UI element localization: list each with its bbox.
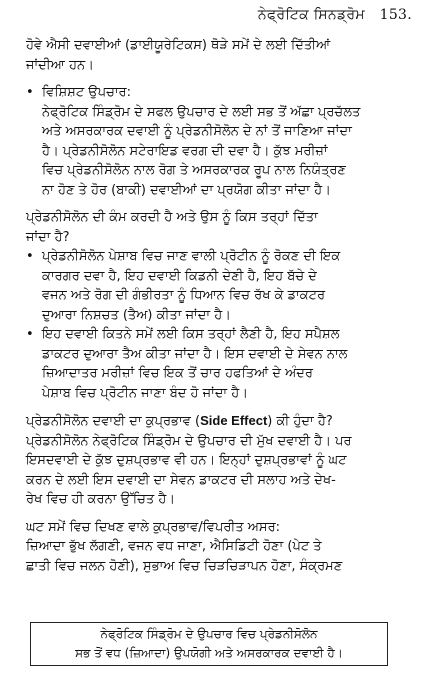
bullet-title: ਵਿਸ਼ਿਸ਼ਟ ਉਪਚਾਰ:	[42, 85, 131, 100]
text-line: ਦੁਆਰਾ ਨਿਸ਼ਚਤ (ਤੈਅ) ਕੀਤਾ ਜਾਂਦਾ ਹੈ।	[42, 307, 231, 323]
text-line: ਪ੍ਰੇਡਨੀਸੋਲੋਨ ਪੇਸ਼ਾਬ ਵਿਚ ਜਾਣ ਵਾਲੀ ਪ੍ਰੋਟੀਨ ਨੂੰ ਰੋਕਣ ਦੀ ਇਕ	[42, 249, 341, 264]
text-line: ਹੈ। ਪ੍ਰੇਡਨੀਸੋਲੋਨ ਸਟੇਰਾਇਡ ਵਰਗ ਦੀ ਦਵਾ ਹੈ। ਕੁੱਝ ਮਰੀਜ਼ਾਂ	[42, 143, 328, 159]
text-line: ਵਜਨ ਅਤੇ ਰੋਗ ਦੀ ਗੰਭੀਰਤਾ ਨੂੰ ਧਿਆਨ ਵਿਚ ਰੱਖ ਕੇ ਡਾਕਟਰ	[42, 288, 326, 303]
bullet-item-duration	[26, 325, 412, 403]
text-line: ਰੇਖ ਵਿਚ ਹੀ ਕਰਨਾ ਉੱਚਿਤ ਹੈ।	[26, 492, 176, 507]
bullet-icon: •	[26, 327, 34, 342]
text-line: ਅਤੇ ਅਸਰਕਾਰਕ ਦਵਾਈ ਨੂੰ ਪ੍ਰੇਡਨੀਸੋਲੋਨ ਦੇ ਨਾਂ ਤੋਂ ਜਾਣਿਆ ਜਾਂਦਾ	[42, 124, 352, 139]
question-text: ਪ੍ਰੇਡਨੀਸੋਲੋਨ ਦਵਾਈ ਦਾ ਕੁਪ੍ਰਭਾਵ (	[26, 414, 201, 429]
text-line: ਪ੍ਰੇਡਨੀਸੋਲੋਨ ਨੇਫ੍ਰੋਟਿਕ ਸਿੰਡ੍ਰੋਮ ਦੇ ਉਪਚਾਰ ਦੀ ਮੁੱਖ ਦਵਾਈ ਹੈ। ਪਰ	[26, 433, 352, 449]
short-term-effects-paragraph	[26, 537, 412, 576]
bullet-paragraph	[42, 247, 412, 325]
text-line: ਡਾਕਟਰ ਦੁਆਰਾ ਤੈਅ ਕੀਤਾ ਜਾਂਦਾ ਹੈ। ਇਸ ਦਵਾਈ ਦੇ ਸੇਵਨ ਨਾਲ	[42, 346, 348, 362]
question-text: ) ਕੀ ਹੁੰਦਾ ਹੈ?	[267, 414, 333, 429]
text-line: ਛਾਤੀ ਵਿਚ ਜਲਨ ਹੋਣੀ), ਸੁਭਾਅ ਵਿਚ ਚਿੜਚਿੜਾਪਨ ਹੋਣਾ, ਸੰਕ੍ਰਮਣ	[26, 558, 343, 574]
callout-box	[30, 622, 388, 666]
question-how-it-works	[26, 208, 412, 247]
text-line: ਜ਼ਿਆਦਾਤਰ ਮਰੀਜ਼ਾਂ ਵਿਚ ਇਕ ਤੋਂ ਚਾਰ ਹਫਤਿਆਂ ਦੇ ਅੰਦਰ	[42, 366, 313, 381]
text-line: ਨੇਫ੍ਰੋਟਿਕ ਸਿੰਡ੍ਰੋਮ ਦੇ ਸਫਲ ਉਪਚਾਰ ਦੇ ਲਈ ਸਭ ਤੋਂ ਅੱਛਾ ਪ੍ਰਚੱਲਤ	[42, 104, 361, 120]
short-term-effects-heading: ਘਟ ਸਮੇਂ ਵਿਚ ਦਿਖਣ ਵਾਲੇ ਕੁਪ੍ਰਭਾਵ/ਵਿਪਰੀਤ ਅਸਰ:	[26, 519, 281, 535]
side-effects-paragraph	[26, 432, 412, 510]
text-line: ਪੇਸ਼ਾਬ ਵਿਚ ਪ੍ਰੋਟੀਨ ਜਾਣਾ ਬੰਦ ਹੋ ਜਾਂਦਾ ਹੈ।	[42, 385, 249, 401]
callout-line: ਸਭ ਤੋਂ ਵਧ (ਜ਼ਿਆਦਾ) ਉਪਯੋਗੀ ਅਤੇ ਅਸਰਕਾਰਕ ਦਵਾਈ ਹੈ।	[75, 646, 343, 660]
intro-paragraph	[26, 36, 412, 75]
text-line: ਜਾਂਦਾ ਹੈ?	[26, 229, 70, 245]
text-line: ਪ੍ਰੇਡਨੀਸੋਲੋਨ ਦੀ ਕੰਮ ਕਰਦੀ ਹੈ ਅਤੇ ਉਸ ਨੂੰ ਕਿਸ ਤਰ੍ਹਾਂ ਦਿੱਤਾ	[26, 210, 318, 225]
question-side-effects	[26, 411, 412, 432]
text-line: ਕਰਨ ਦੇ ਲਈ ਇਸ ਦਵਾਈ ਦਾ ਸੇਵਨ ਡਾਕਟਰ ਦੀ ਸਲਾਹ ਅਤੇ ਦੇਖ-	[26, 472, 336, 488]
page-number: 153.	[379, 7, 412, 23]
specific-treatment-paragraph	[26, 103, 412, 201]
bullet-item-dosage	[26, 247, 412, 325]
bullet-item-specific-treatment	[26, 83, 412, 103]
intro-line: ਹੋਵੇ ਐਸੀ ਦਵਾਈਆਂ (ਡਾਈਯੂਰੇਟਿਕਸ) ਥੋੜੇ ਸਮੇਂ ਦੇ ਲਈ ਦਿੱਤੀਆਂ	[26, 38, 331, 53]
bullet-paragraph	[42, 325, 412, 403]
bullet-icon: •	[26, 249, 34, 264]
text-line: ਇਸਦਵਾਈ ਦੇ ਕੁੱਝ ਦੁਸ਼ਪ੍ਰਭਾਵ ਵੀ ਹਨ। ਇਨ੍ਹਾਂ ਦੁਸ਼ਪ੍ਰਭਾਵਾਂ ਨੂੰ ਘਟ	[26, 453, 347, 468]
text-line: ਨਾ ਹੋਣ ਤੇ ਹੋਰ (ਬਾਕੀ) ਦਵਾਈਆਂ ਦਾ ਪ੍ਰਯੋਗ ਕੀਤਾ ਜਾਂਦਾ ਹੈ।	[42, 182, 331, 198]
text-line: ਵਿਚ ਪ੍ਰੇਡਨੀਸੋਲੋਨ ਨਾਲ ਰੋਗ ਤੇ ਅਸਰਕਾਰਕ ਰੂਪ ਨਾਲ ਨਿਯੰਤ੍ਰਣ	[42, 163, 346, 178]
intro-line: ਜਾਂਦੀਆ ਹਨ।	[26, 57, 94, 73]
side-effect-term: Side Effect	[200, 413, 268, 428]
running-header	[258, 6, 412, 26]
bullet-icon: •	[26, 85, 34, 100]
callout-line: ਨੇਫ੍ਰੋਟਿਕ ਸਿੰਡ੍ਰੋਮ ਦੇ ਉਪਚਾਰ ਵਿਚ ਪ੍ਰੇਡਨੀਸੋਲੋਨ	[100, 627, 318, 641]
text-line: ਇਹ ਦਵਾਈ ਕਿਤਨੇ ਸਮੇਂ ਲਈ ਕਿਸ ਤਰ੍ਹਾਂ ਲੈਣੀ ਹੈ, ਇਹ ਸਪੈਸ਼ਲ	[42, 327, 340, 342]
header-title: ਨੇਫ੍ਰੋਟਿਕ ਸਿਨਡ੍ਰੋਮ	[257, 7, 365, 23]
text-line: ਜ਼ਿਆਦਾ ਭੁੱਖ ਲੱਗਣੀ, ਵਜਨ ਵਧ ਜਾਣਾ, ਐਸਿਡਿਟੀ ਹੋਣਾ (ਪੇਟ ਤੇ	[26, 539, 322, 554]
main-content	[26, 36, 412, 576]
text-line: ਕਾਰਗਰ ਦਵਾ ਹੈ, ਇਹ ਦਵਾਈ ਕਿਡਨੀ ਦੇਣੀ ਹੈ, ਇਹ ਬੱਚੇ ਦੇ	[42, 268, 317, 284]
